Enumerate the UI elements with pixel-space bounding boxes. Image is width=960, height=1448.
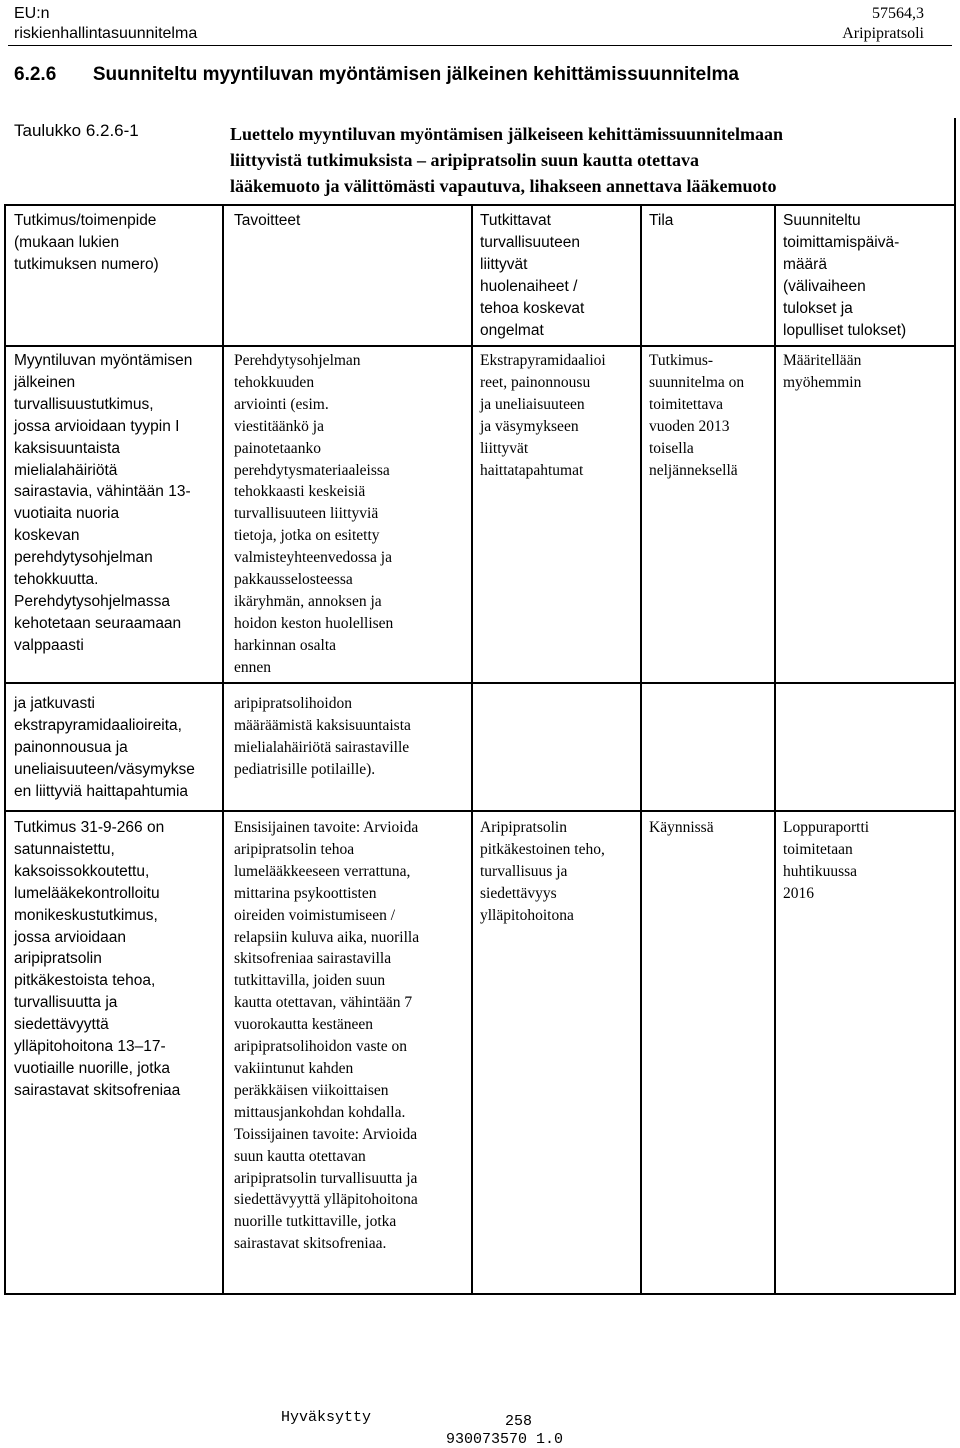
product-reference <box>842 4 924 44</box>
col-header-date: Suunniteltu toimittamispäivä- määrä (välivaiheen tulokset ja lopulliset tulokset) <box>783 212 907 339</box>
row1-cont-goals: aripipratsolihoidon määräämistä kaksisuuntaista mielialahäiriötä sairastaville pediatrisille potilaille). <box>234 695 411 778</box>
row1-cont-study: ja jatkuvasti ekstrapyramidaalioireita, painonnousua ja uneliaisuuteen/väsymykse en liittyviä haittapahtumia <box>14 695 195 800</box>
table-caption: Luettelo myyntiluvan myöntämisen jälkeiseen kehittämissuunnitelmaan liittyvistä tutkimuksista – aripipratsolin suun kautta otettava lääkemuoto ja välittömästi vapautuva, lihakseen annettava lääkemuoto <box>230 124 784 196</box>
row2-concerns: Aripipratsolin pitkäkestoinen teho, turvallisuus ja siedettävyys ylläpitohoitona <box>480 819 605 924</box>
header-left-line2: riskienhallintasuunnitelma <box>14 25 198 42</box>
row1-concerns: Ekstrapyramidaalioi reet, painonnousu ja uneliaisuuteen ja väsymykseen liittyvät haittatapahtumat <box>480 352 606 479</box>
approval-status: Hyväksytty <box>281 1409 372 1426</box>
col-header-goals: Tavoitteet <box>234 212 301 229</box>
document-title <box>14 4 197 44</box>
document-id: 930073570 1.0 <box>446 1431 564 1448</box>
header-right-line2: Aripipratsoli <box>842 25 924 42</box>
page-number: 258 <box>505 1413 533 1430</box>
row1-study: Myyntiluvan myöntämisen jälkeinen turvallisuustutkimus, jossa arvioidaan tyypin I kaksisuuntaista mielialahäiriötä sairastavia, vähintään 13- vuotiaita nuoria koskevan perehdytysohjelman tehokkuutta. Perehdytysohjelmassa kehotetaan seuraamaan valppaasti <box>14 352 193 654</box>
row2-status: Käynnissä <box>649 819 714 836</box>
table-label: Taulukko 6.2.6-1 <box>14 121 139 140</box>
row2-study: Tutkimus 31-9-266 on satunnaistettu, kaksoissokkoutettu, lumelääkekontrolloitu monikeskustutkimus, jossa arvioidaan aripipratsolin pitkäkestoista tehoa, turvallisuutta ja siedettävyyttä ylläpitohoitona 13–17- vuotiaille nuorille, jotka sairastavat skitsofreniaa <box>14 819 181 1099</box>
row1-goals: Perehdytysohjelman tehokkuuden arviointi (esim. viestitäänkö ja painotetaanko perehdytysmateriaaleissa tehokkaasti keskeisiä turvallisuuteen liittyviä tietoja, jotka on esitetty valmisteyhteenvedossa ja pakkausselosteessa ikäryhmän, annoksen ja hoidon keston huolellisen harkinnan osalta ennen <box>234 352 394 676</box>
section-title: Suunniteltu myyntiluvan myöntämisen jälkeinen kehittämissuunnitelma <box>92 64 739 85</box>
row1-date: Määritellään myöhemmin <box>783 352 862 391</box>
section-heading <box>14 64 739 86</box>
header-rule <box>8 45 952 46</box>
col-header-status: Tila <box>649 212 674 229</box>
col-header-study: Tutkimus/toimenpide (mukaan lukien tutkimuksen numero) <box>14 212 159 273</box>
row2-goals: Ensisijainen tavoite: Arvioida aripipratsolin tehoa lumelääkkeeseen verrattuna, mittarina psykoottisten oireiden voimistumiseen / relapsiin kuluva aika, nuorilla skitsofreniaa sairastavilla tutkittavilla, joiden suun kautta otettavan, vähintään 7 vuorokautta kestäneen aripipratsolihoidon vaste on vakiintunut kahden peräkkäisen viikoittaisen mittausjankohdan kohdalla. Toissijainen tavoite: Arvioida suun kautta otettavan aripipratsolin turvallisuutta ja siedettävyyttä ylläpitohoitona nuorille tutkittaville, jotka sairastavat skitsofreniaa. <box>234 819 420 1253</box>
row1-status: Tutkimus- suunnitelma on toimitettava vuoden 2013 toisella neljänneksellä <box>649 352 745 479</box>
header-left-line1: EU:n <box>14 5 50 22</box>
section-number: 6.2.6 <box>14 64 57 85</box>
header-right-line1: 57564,3 <box>872 5 924 22</box>
row2-date: Loppuraportti toimitetaan huhtikuussa 2016 <box>783 819 870 902</box>
col-header-concerns: Tutkittavat turvallisuuteen liittyvät huolenaiheet / tehoa koskevat ongelmat <box>480 212 585 339</box>
